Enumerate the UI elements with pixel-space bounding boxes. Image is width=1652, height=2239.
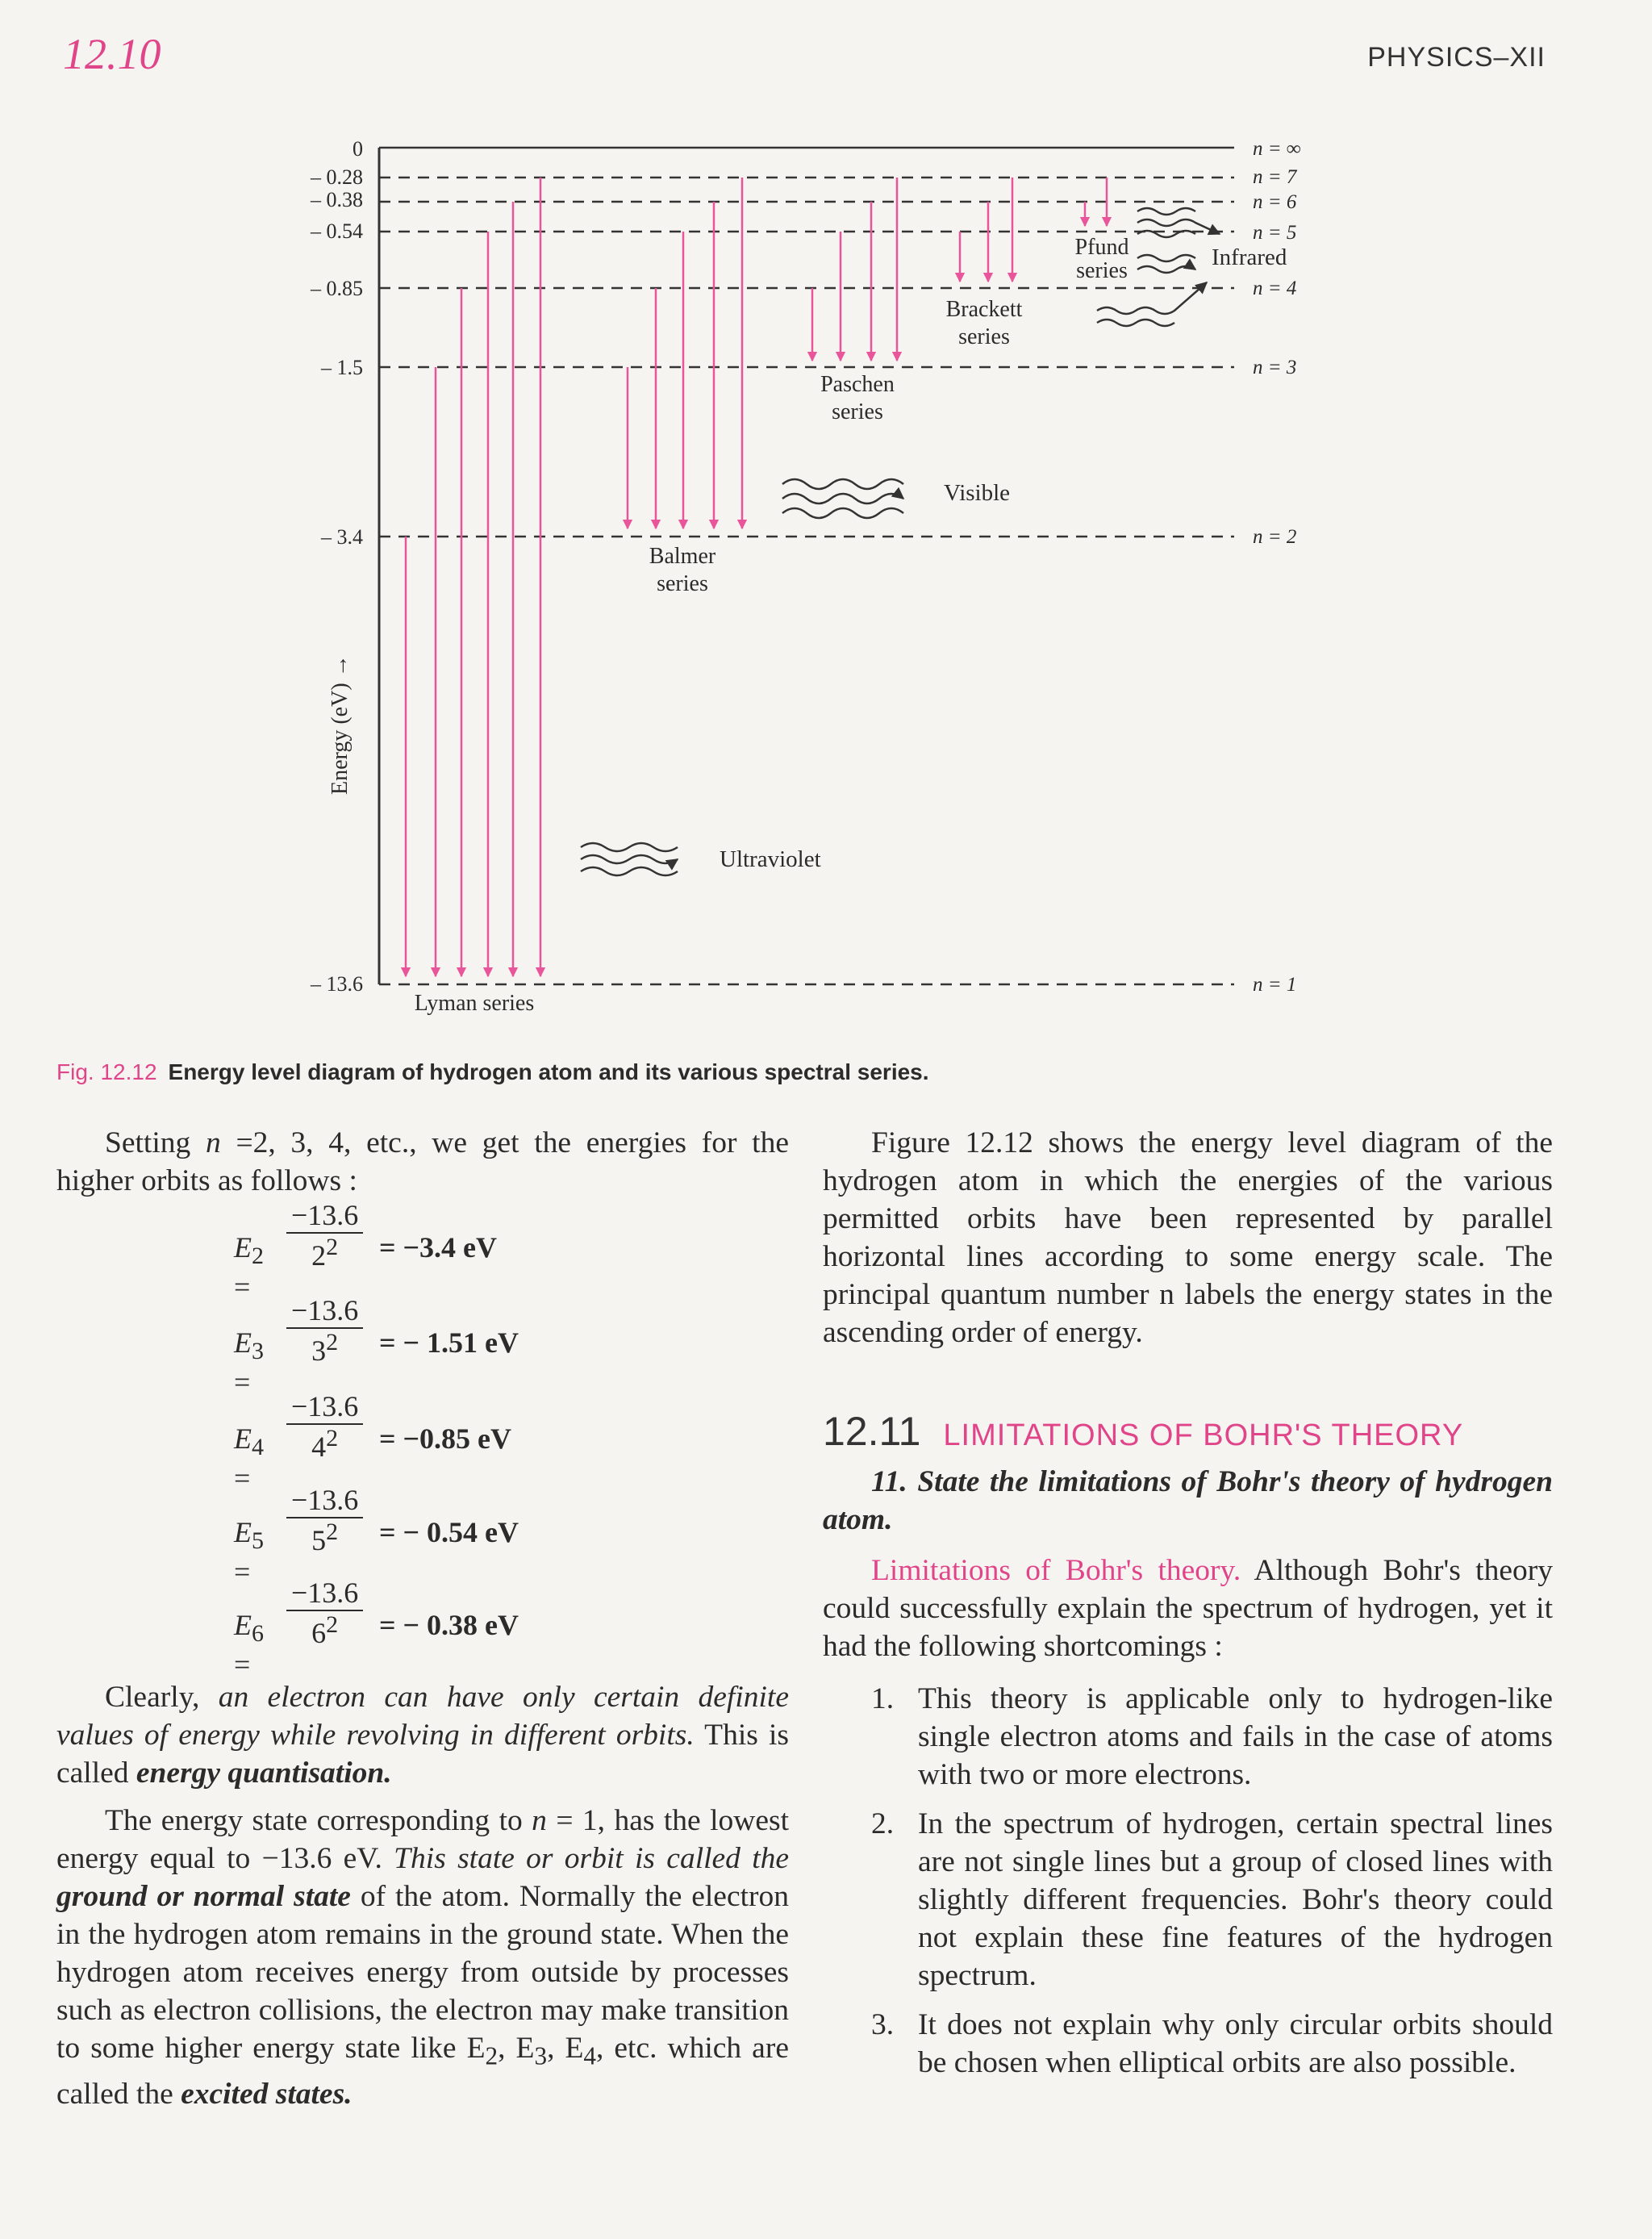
limitations-intro: Limitations of Bohr's theory. Although Bohr's theory could successfully explain the spectrum of hydrogen, yet it had the following shortcomings : [823,1554,1553,1663]
limitations-list [871,1680,1553,2082]
visible-label: Visible [944,480,1011,506]
paschen-label-2: series [832,399,883,424]
pfund-label-2: series [1076,258,1128,283]
running-head: PHYSICS–XII [1367,42,1546,73]
tick-34: – 3.4 [321,525,363,549]
brackett-label-1: Brackett [945,297,1023,322]
tick-15: – 1.5 [321,356,363,379]
paschen-label-1: Paschen [820,372,895,397]
tick-054: – 0.54 [311,219,363,243]
page-number: 12.10 [63,30,161,78]
n-4-label: n = 4 [1253,278,1297,299]
ultraviolet-label: Ultraviolet [720,846,821,872]
right-column [823,1124,1553,1351]
equation-e2: $E_2$ = $\frac{-13.6}{2^2}$ = −3.4 eV [234,1199,498,1304]
y-axis-label: Energy (eV) → [327,654,353,795]
tick-038: – 0.38 [311,188,363,211]
ultraviolet-wave-icon [581,843,678,875]
list-item: 2. In the spectrum of hydrogen, certain spectral lines are not single lines but a group of closed lines with slightly different frequencies. Bohr's theory could not explain these fine features of the hydrogen spectrum. [871,1807,1553,1992]
section-title: LIMITATIONS OF BOHR'S THEORY [943,1418,1464,1452]
left-column-lower [56,1678,789,2113]
visible-wave-icon [782,479,903,518]
equation-e3: $E_3$ = $\frac{-13.6}{3^2}$ = − 1.51 eV [234,1294,519,1399]
balmer-label-2: series [657,571,708,596]
n-2-label: n = 2 [1253,526,1297,548]
n-inf-label: n = ∞ [1253,138,1301,160]
figure-caption-label: Fig. 12.12 [56,1059,157,1084]
n-1-label: n = 1 [1253,974,1297,996]
intro-paragraph: Setting n =2, 3, 4, etc., we get the energies for the higher orbits as follows : [56,1126,789,1197]
energy-level-diagram [0,0,1652,1049]
n-3-label: n = 3 [1253,357,1297,378]
section-number: 12.11 [823,1409,921,1454]
figure-description-paragraph: Figure 12.12 shows the energy level diagram of the hydrogen atom in which the energies of the various permitted orbits have been represented by parallel horizontal lines according to some energy scale. The principal quantum number n labels the energy states in the ascending order of energy. [823,1126,1553,1349]
section-heading [823,1408,1463,1455]
left-column [56,1124,789,1200]
pfund-label-1: Pfund [1074,235,1129,260]
equation-e6: $E_6$ = $\frac{-13.6}{6^2}$ = − 0.38 eV [234,1577,519,1681]
tick-0: 0 [353,137,363,161]
equation-e4: $E_4$ = $\frac{-13.6}{4^2}$ = −0.85 eV [234,1390,512,1495]
n-7-label: n = 7 [1253,166,1297,188]
tick-085: – 0.85 [311,277,363,300]
question: 11. State the limitations of Bohr's theory of hydrogen atom. [823,1465,1553,1536]
right-column-lower [823,1463,1553,2093]
ground-state-paragraph: The energy state corresponding to n = 1, has the lowest energy equal to −13.6 eV. This state or orbit is called the ground or normal state of the atom. Normally the electron in the hydrogen atom remains in the ground state. When the hydrogen atom receives energy from outside by processes such as electron collisions, the electron may make transition to some higher energy state like $E_2$, $E_3$, $E_4$, etc. which are called the excited states. [56,1804,790,2111]
quantisation-paragraph: Clearly, an electron can have only certain definite values of energy while revolving in different orbits. This is called energy quantisation. [56,1681,789,1790]
n-6-label: n = 6 [1253,191,1297,213]
tick-136: – 13.6 [311,972,363,996]
balmer-label-1: Balmer [649,544,716,569]
lyman-label: Lyman series [414,991,535,1016]
brackett-label-2: series [958,324,1010,349]
n-5-label: n = 5 [1253,222,1297,244]
list-item: 3. It does not explain why only circular orbits should be chosen when elliptical orbits are also possible. [871,2008,1553,2079]
equation-e5: $E_5$ = $\frac{-13.6}{5^2}$ = − 0.54 eV [234,1484,519,1589]
figure-caption-text: Energy level diagram of hydrogen atom and its various spectral series. [168,1059,929,1084]
infrared-label: Infrared [1212,244,1287,270]
list-item: 1. This theory is applicable only to hydrogen-like single electron atoms and fails in the case of atoms with two or more electrons. [871,1682,1553,1791]
tick-028: – 0.28 [311,165,363,189]
figure-caption [56,1059,929,1085]
